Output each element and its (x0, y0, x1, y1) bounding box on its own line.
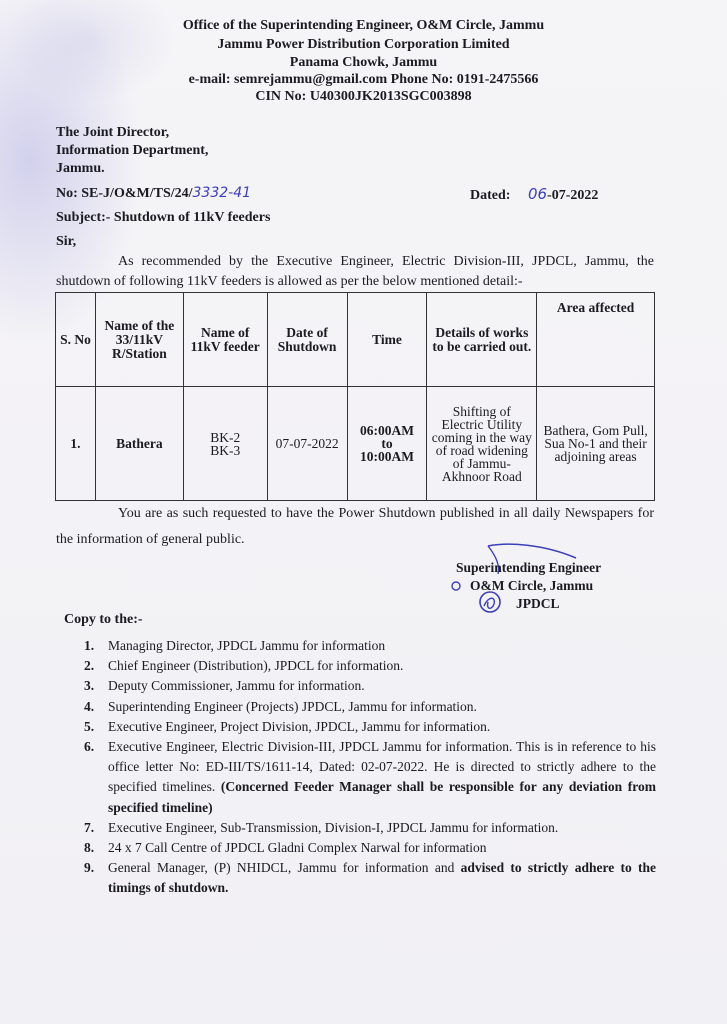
list-item-bold-text: advised to strictly adhere to the timings of shutdown. (108, 860, 656, 896)
list-item-text: 24 x 7 Call Centre of JPDCL Gladni Complex Narwal for information (108, 840, 487, 856)
cell-details: Shifting of Electric Utility coming in the way of road widening of Jammu-Akhnoor Road (427, 387, 537, 501)
dated (470, 185, 598, 204)
feeder-1: BK-2 (210, 429, 241, 445)
cell-area: Bathera, Gom Pull, Sua No-1 and their adjoining areas (537, 387, 655, 501)
reference-number-printed: No: SE-J/O&M/TS/24/ (56, 186, 193, 201)
list-item (84, 676, 656, 696)
list-item (84, 737, 657, 818)
list-item-number: 9. (84, 860, 95, 876)
salutation: Sir, (56, 234, 77, 249)
signature-title: Superintending Engineer (456, 560, 602, 575)
header-time: Time (347, 293, 427, 387)
cell-station: Bathera (95, 387, 183, 501)
addressee-line-3: Jammu. (56, 161, 105, 176)
time-to-word: to (381, 436, 393, 451)
copy-to-title: Copy to the:- (64, 612, 143, 627)
shutdown-table (55, 292, 655, 501)
list-item-number: 8. (84, 840, 95, 856)
dated-month-year: -07-2022 (547, 188, 599, 203)
feeder-2: BK-3 (210, 442, 241, 458)
letterhead-address: Panama Chowk, Jammu (289, 55, 438, 70)
list-item-text: Chief Engineer (Distribution), JPDCL for information. (108, 658, 404, 674)
signature-org: JPDCL (516, 596, 560, 611)
header-area: Area affected (537, 293, 655, 387)
list-item-number: 6. (84, 739, 95, 755)
dated-label: Dated: (470, 188, 511, 203)
header-details: Details of works to be carried out. (427, 293, 537, 387)
list-item-number: 5. (84, 718, 95, 734)
subject-line: Subject:- Shutdown of 11kV feeders (56, 210, 271, 225)
list-item-number: 2. (84, 658, 95, 674)
list-item-number: 4. (84, 698, 95, 714)
list-item (84, 636, 656, 656)
header-sno: S. No (56, 293, 96, 387)
table-row (56, 387, 655, 501)
header-station: Name of the 33/11kV R/Station (95, 293, 183, 387)
list-item (84, 717, 656, 737)
cell-date: 07-07-2022 (267, 387, 347, 501)
letterhead-office: Office of the Superintending Engineer, O&M Circle, Jammu (182, 18, 545, 33)
list-item-text: Superintending Engineer (Projects) JPDCL, Jammu for information. (108, 698, 477, 714)
table-header-row (56, 293, 655, 387)
time-from: 06:00AM (360, 423, 414, 438)
request-paragraph: You are as such requested to have the Power Shutdown published in all daily Newspapers for the information of general public. (56, 506, 654, 547)
time-to: 10:00AM (360, 449, 414, 464)
list-item-text: Executive Engineer, Project Division, JPDCL, Jammu for information. (108, 718, 491, 734)
addressee-line-2: Information Department, (56, 143, 209, 158)
reference-number (56, 185, 251, 202)
list-item-number: 3. (84, 678, 95, 694)
cell-sno: 1. (56, 387, 96, 501)
list-item-text: Deputy Commissioner, Jammu for information. (108, 678, 365, 694)
letterhead-cin: CIN No: U40300JK2013SGC003898 (255, 89, 472, 104)
list-item-text: Executive Engineer, Sub-Transmission, Division-I, JPDCL Jammu for information. (108, 819, 559, 835)
cell-feeder (183, 387, 267, 501)
copy-to-list (84, 636, 657, 899)
intro-paragraph: As recommended by the Executive Engineer, Electric Division-III, JPDCL, Jammu, the shutdown of following 11kV feeders is allowed as per the below mentioned detail:- (56, 254, 654, 289)
list-item-text: Executive Engineer, Electric Division-III, JPDCL Jammu for information. This is in reference to his office letter No: ED-III/TS/1611-14, Dated: 02-07-2022. He is directed to strictly adhere to the specified timelines. (108, 739, 656, 795)
letterhead-company: Jammu Power Distribution Corporation Limited (217, 37, 510, 52)
list-item (84, 697, 656, 717)
cell-time (347, 387, 427, 501)
list-item-text: General Manager, (P) NHIDCL, Jammu for information and (108, 860, 461, 876)
list-item (84, 838, 656, 858)
signature-circle: O&M Circle, Jammu (470, 578, 594, 593)
addressee-line-1: The Joint Director, (56, 125, 170, 140)
list-item-number: 7. (84, 819, 95, 835)
dated-day-handwritten: 06 (527, 185, 548, 203)
header-date: Date of Shutdown (267, 293, 347, 387)
list-item-number: 1. (84, 638, 95, 653)
list-item (84, 656, 656, 676)
list-item-text: Managing Director, JPDCL Jammu for information (108, 638, 386, 653)
reference-number-handwritten: 3332-41 (192, 185, 252, 201)
list-item (84, 858, 656, 898)
list-item (84, 818, 656, 838)
header-feeder: Name of 11kV feeder (183, 293, 267, 387)
letterhead-contact: e-mail: semrejammu@gmail.com Phone No: 0191-2475566 (188, 72, 539, 87)
list-item-bold-text: (Concerned Feeder Manager shall be responsible for any deviation from specified timeline) (108, 779, 657, 815)
